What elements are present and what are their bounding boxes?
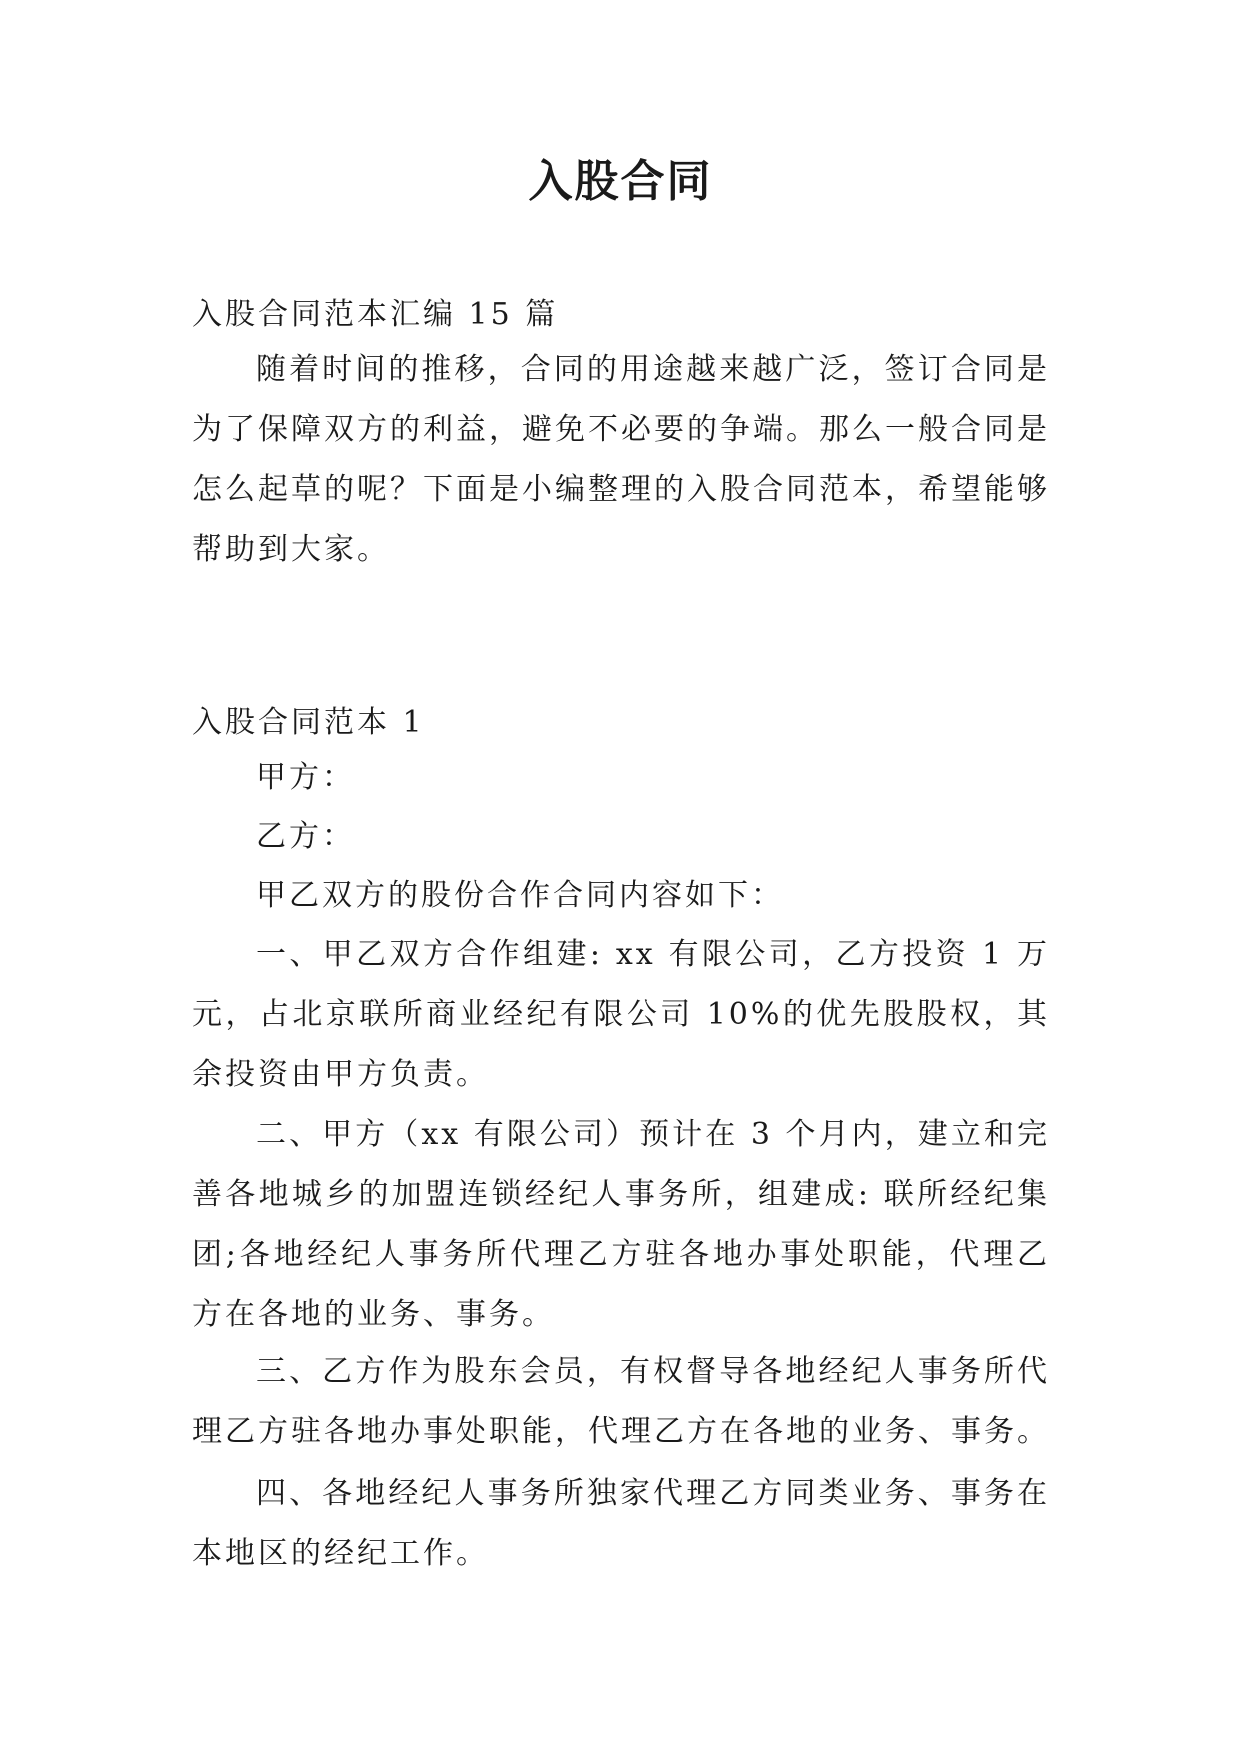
clause-4: 四、各地经纪人事务所独家代理乙方同类业务、事务在本地区的经纪工作。	[192, 1476, 1050, 1571]
document-title: 入股合同	[528, 156, 713, 207]
collection-subtitle: 入股合同范本汇编 15 篇	[192, 297, 559, 332]
intro-paragraph: 随着时间的推移，合同的用途越来越广泛，签订合同是为了保障双方的利益，避免不必要的争端。那么一般合同是怎么起草的呢？下面是小编整理的入股合同范本，希望能够帮助到大家。	[192, 352, 1050, 567]
clause-2: 二、甲方（xx 有限公司）预计在 3 个月内，建立和完善各地城乡的加盟连锁经纪人事务所，组建成: 联所经纪集团;各地经纪人事务所代理乙方驻各地办事处职能，代理乙方在各地的业务、事务。	[192, 1117, 1050, 1332]
party-b-line: 乙方：	[256, 819, 355, 854]
contract-intro-line: 甲乙双方的股份合作合同内容如下：	[256, 878, 784, 913]
section-heading: 入股合同范本 1	[192, 705, 425, 740]
clause-3: 三、乙方作为股东会员，有权督导各地经纪人事务所代理乙方驻各地办事处职能，代理乙方在各地的业务、事务。	[192, 1354, 1050, 1449]
party-a-line: 甲方：	[256, 760, 355, 795]
clause-1: 一、甲乙双方合作组建: xx 有限公司，乙方投资 1 万元，占北京联所商业经纪有限公司 10%的优先股股权，其余投资由甲方负责。	[192, 937, 1050, 1092]
